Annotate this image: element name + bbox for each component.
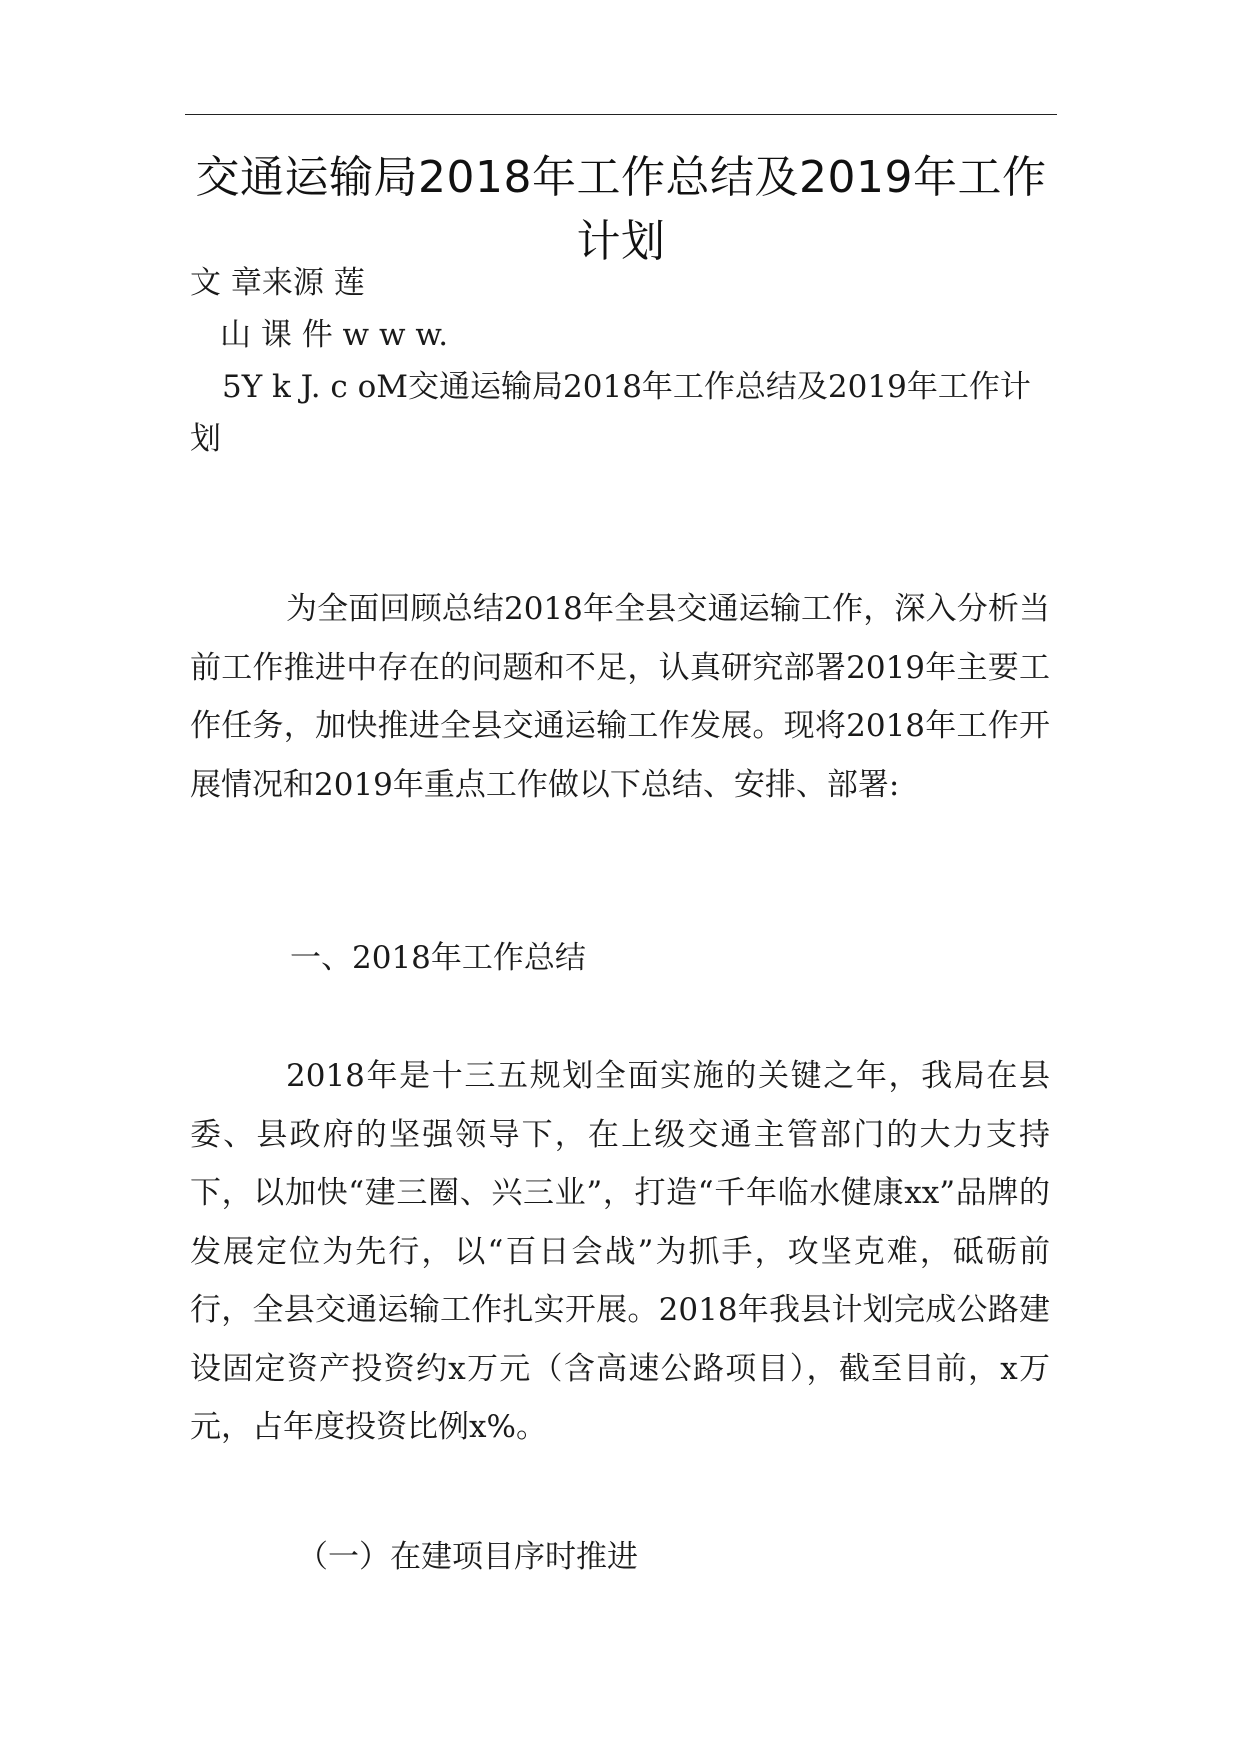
source-line-1: 文 章来源 莲 bbox=[190, 265, 365, 301]
section-heading: 一、2018年工作总结 bbox=[290, 940, 586, 976]
source-line-3: 5Y k J. c oM交通运输局2018年工作总结及2019年工作计 bbox=[222, 369, 1031, 405]
source-line-2: 山 课 件 w w w. bbox=[220, 317, 449, 353]
source-line-4: 划 bbox=[190, 421, 221, 457]
intro-paragraph: 为全面回顾总结2018年全县交通运输工作，深入分析当前工作推进中存在的问题和不足，认真研究部署2019年主要工作任务，加快推进全县交通运输工作发展。现将2018年工作开展情况和2019年重点工作做以下总结、安排、部署: bbox=[190, 591, 1050, 803]
summary-paragraph: 2018年是十三五规划全面实施的关键之年，我局在县委、县政府的坚强领导下，在上级交通主管部门的大力支持下，以加快“建三圈、兴三业”，打造“千年临水健康xx”品牌的发展定位为先行，以“百日会战”为抓手，攻坚克难，砥砺前行，全县交通运输工作扎实开展。2018年我县计划完成公路建设固定资产投资约x万元（含高速公路项目），截至目前，x万元，占年度投资比例x%。 bbox=[190, 1058, 1050, 1445]
document-title: 交通运输局2018年工作总结及2019年工作计划 bbox=[195, 152, 1047, 267]
subsection-heading: （一）在建项目序时推进 bbox=[297, 1539, 638, 1575]
header-rule bbox=[185, 114, 1057, 115]
